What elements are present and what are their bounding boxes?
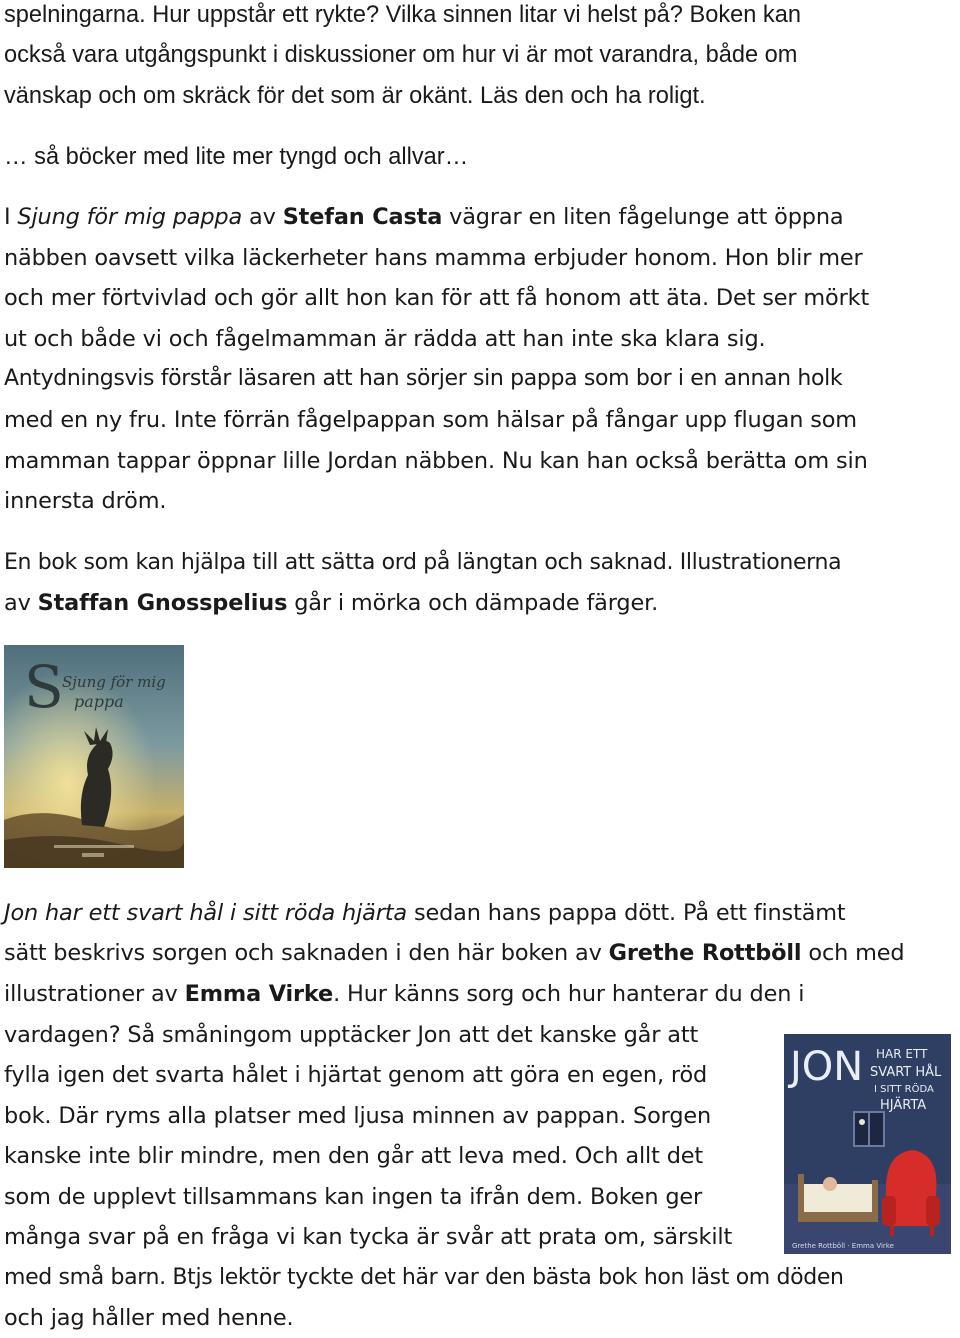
illustrator-name: Emma Virke [184,981,334,1007]
text: . Hur känns sorg och hur hanterar du den i [333,981,805,1007]
intro-line-1: spelningarna. Hur uppstår ett rykte? Vilka sinnen litar vi helst på? Boken kan [4,2,801,28]
text: I [4,204,18,230]
text: illustrationer av [4,981,185,1007]
review2-line-1 [4,893,846,933]
review2-line-11: och jag håller med henne. [4,1305,294,1331]
cover-illustration [4,645,184,868]
review1-line-6: med en ny fru. Inte förrän fågelpappan som hälsar på fångar upp flugan som [4,407,857,433]
cover-title-2: pappa [74,692,124,711]
cover-initial: S [24,653,64,721]
cover-title-4: I SITT RÖDA [874,1084,934,1095]
review2-line-9: många svar på en fråga vi kan tycka är svår att prata om, särskilt [4,1224,733,1250]
text: vägrar en liten fågelunge att öppna [442,204,844,230]
book-title: Jon har ett svart hål i sitt röda hjärta [4,900,407,926]
review1-line-5: Antydningsvis förstår läsaren att han sörjer sin pappa som bor i en annan holk [4,366,843,391]
review1-line-2: näbben oavsett vilka läckerheter hans mamma erbjuder honom. Hon blir mer [4,245,863,271]
review2-line-7: kanske inte blir mindre, men den går att leva med. Och allt det [4,1143,704,1169]
cover-illustration [784,1034,951,1254]
review2-line-5: fylla igen det svarta hålet i hjärtat genom att göra en egen, röd [4,1062,708,1088]
author-name: Grethe Rottböll [608,940,802,966]
cover-title-1: Sjung för mig [62,673,166,691]
review2-line-8: som de upplevt tillsammans kan ingen ta ifrån dem. Boken ger [4,1184,703,1210]
review2-line-6: bok. Där ryms alla platser med ljusa minnen av pappan. Sorgen [4,1103,712,1129]
cover-title-3: SVART HÅL [870,1065,942,1080]
text: av [4,590,38,616]
review2-line-2 [4,933,905,973]
cover-credits: Grethe Rottböll · Emma Virke [792,1242,894,1250]
book-cover-sjung-for-mig-pappa [4,645,184,868]
text: av [242,204,283,230]
review1-line-7: mamman tappar öppnar lille Jordan näbben. Nu kan han också berätta om sin [4,448,868,474]
review1-line-8: innersta dröm. [4,488,167,514]
section-heading: … så böcker med lite mer tyngd och allvar… [4,144,469,170]
illustrator-name: Staffan Gnosspelius [37,590,288,616]
intro-line-2: också vara utgångspunkt i diskussioner om hur vi är mot varandra, både om [4,42,798,68]
review1-p2-line-2 [4,583,658,623]
cover-title-5: HJÄRTA [880,1098,927,1113]
review2-line-4: vardagen? Så småningom upptäcker Jon att det kanske går att [4,1022,699,1048]
book-title: Sjung för mig pappa [17,204,243,230]
intro-line-3: vänskap och om skräck för det som är okänt. Läs den och ha roligt. [4,83,706,109]
text: sätt beskrivs sorgen och saknaden i den här boken av [4,940,609,966]
text: och med [801,940,905,966]
review1-line-1 [4,197,843,237]
review2-line-10: med små barn. Btjs lektör tyckte det här var den bästa bok hon läst om döden [4,1265,844,1290]
review1-line-3: och mer förtvivlad och gör allt hon kan för att få honom att äta. Det ser mörkt [4,285,870,311]
text: sedan hans pappa dött. På ett finstämt [406,900,846,926]
text: går i mörka och dämpade färger. [287,590,659,616]
book-cover-jon-har-ett-svart-hal [784,1034,951,1254]
cover-title-jon: JON [790,1044,864,1090]
cover-title-2: HAR ETT [876,1047,928,1061]
review2-line-3 [4,974,804,1014]
author-name: Stefan Casta [282,204,443,230]
review1-line-4: ut och både vi och fågelmamman är rädda att han inte ska klara sig. [4,326,766,352]
review1-p2-line-1: En bok som kan hjälpa till att sätta ord på längtan och saknad. Illustrationerna [4,550,842,575]
